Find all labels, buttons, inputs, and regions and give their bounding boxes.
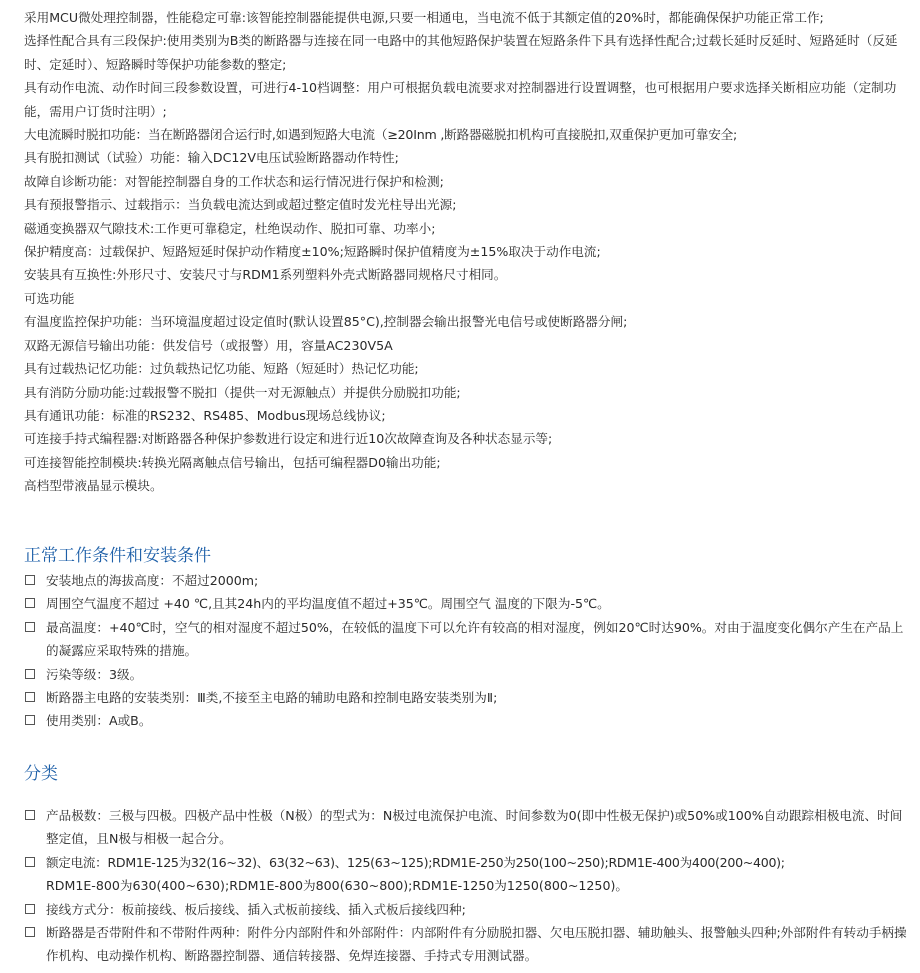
feature-item: 双路无源信号输出功能：供发信号（或报警）用，容量AC230V5A — [24, 337, 393, 353]
classification-list — [24, 804, 908, 968]
checkbox-icon — [25, 692, 35, 702]
classification-text: 额定电流：RDM1E-125为32(16~32)、63(32~63)、125(63~125);RDM1E-250为250(100~250);RDM1E-400为400(200~400); — [46, 854, 785, 870]
condition-text: 断路器主电路的安装类别：Ⅲ类,不接至主电路的辅助电路和控制电路安装类别为Ⅱ; — [46, 690, 498, 706]
classification-heading: 分类 — [24, 764, 58, 784]
classification-item — [24, 804, 908, 851]
condition-item — [24, 592, 908, 615]
condition-text: 使用类别：A或B。 — [46, 713, 152, 729]
conditions-heading: 正常工作条件和安装条件 — [24, 546, 211, 566]
condition-text: 周围空气温度不超过 +40 ℃,且其24h内的平均温度值不超过+35℃。周围空气 温度的下限为-5℃。 — [46, 596, 610, 612]
checkbox-icon — [25, 575, 35, 585]
classification-item — [24, 898, 908, 921]
checkbox-icon — [25, 669, 35, 679]
feature-item: 安装具有互换性:外形尺寸、安装尺寸与RDM1系列塑料外壳式断路器同规格尺寸相同。 — [24, 267, 507, 283]
feature-item: 采用MCU微处理控制器，性能稳定可靠:该智能控制器能提供电源,只要一相通电，当电流不低于其额定值的20%时，都能确保保护功能正常工作; — [24, 10, 824, 25]
feature-list — [24, 6, 908, 498]
condition-text: 安装地点的海拔高度：不超过2000m; — [46, 573, 259, 588]
feature-item: 具有预报警指示、过载指示：当负载电流达到或超过整定值时发光柱导出光源; — [24, 197, 457, 213]
checkbox-icon — [25, 810, 35, 820]
checkbox-icon — [25, 857, 35, 867]
feature-item: 具有动作电流、动作时间三段参数设置，可进行4-10档调整：用户可根据负载电流要求对控制器进行设置调整，也可根据用户要求选择关断相应功能（定制功能，需用户订货时注明）; — [24, 80, 897, 119]
classification-continuation — [24, 874, 908, 897]
checkbox-icon — [25, 598, 35, 608]
condition-item — [24, 616, 908, 663]
classification-item — [24, 851, 908, 874]
optional-features-label: 可选功能 — [24, 290, 75, 306]
feature-item: 具有过载热记忆功能：过负载热记忆功能、短路（短延时）热记忆功能; — [24, 361, 419, 377]
classification-text: RDM1E-800为630(400~630);RDM1E-800为800(630~800);RDM1E-1250为1250(800~1250)。 — [46, 878, 628, 894]
condition-item — [24, 686, 908, 709]
condition-item — [24, 709, 908, 732]
checkbox-icon — [25, 715, 35, 725]
classification-text: 产品极数：三极与四极。四极产品中性极（N极）的型式为：N极过电流保护电流、时间参数为0(即中性极无保护)或50%或100%自动跟踪相极电流、时间整定值，且N极与相极一起合分。 — [46, 808, 903, 847]
feature-item: 具有通讯功能：标准的RS232、RS485、Modbus现场总线协议; — [24, 407, 386, 423]
condition-text: 污染等级：3级。 — [46, 666, 143, 682]
feature-item: 具有消防分励功能:过载报警不脱扣（提供一对无源触点）并提供分励脱扣功能; — [24, 384, 461, 400]
feature-item: 大电流瞬时脱扣功能：当在断路器闭合运行时,如遇到短路大电流（≥20Inm ,断路器磁脱扣机构可直接脱扣,双重保护更加可靠安全; — [24, 127, 738, 143]
condition-text: 最高温度：+40℃时，空气的相对湿度不超过50%，在较低的温度下可以允许有较高的相对湿度，例如20℃时达90%。对由于温度变化偶尔产生在产品上的凝露应采取特殊的措施。 — [46, 619, 904, 659]
feature-item: 选择性配合具有三段保护:使用类别为B类的断路器与连接在同一电路中的其他短路保护装置在短路条件下具有选择性配合;过载长延时反延时、短路延时（反延时、定延时）、短路瞬时等保护功能参数的整定; — [24, 33, 898, 72]
conditions-list — [24, 569, 908, 733]
classification-text: 接线方式分：板前接线、板后接线、插入式板前接线、插入式板后接线四种; — [46, 901, 466, 917]
feature-item: 故障自诊断功能：对智能控制器自身的工作状态和运行情况进行保护和检测; — [24, 173, 444, 189]
feature-item: 可连接手持式编程器:对断路器各种保护参数进行设定和进行近10次故障查询及各种状态显示等; — [24, 431, 553, 447]
feature-item: 保护精度高：过载保护、短路短延时保护动作精度±10%;短路瞬时保护值精度为±15%取决于动作电流; — [24, 244, 601, 260]
checkbox-icon — [25, 927, 35, 937]
feature-item: 可连接智能控制模块:转换光隔离触点信号输出，包括可编程器D0输出功能; — [24, 454, 441, 470]
feature-item: 磁通变换器双气隙技术:工作更可靠稳定，杜绝误动作、脱扣可靠、功率小; — [24, 220, 436, 236]
feature-item: 高档型带液晶显示模块。 — [24, 478, 163, 494]
checkbox-icon — [25, 904, 35, 914]
condition-item — [24, 569, 908, 592]
condition-item — [24, 663, 908, 686]
classification-text: 断路器是否带附件和不带附件两种：附件分内部附件和外部附件：内部附件有分励脱扣器、欠电压脱扣器、辅助触头、报警触头四种;外部附件有转动手柄操作机构、电动操作机构、断路器控制器、通信转接器、免焊连接器、手持式专用测试器。 — [46, 925, 907, 964]
checkbox-icon — [25, 622, 35, 632]
feature-item: 具有脱扣测试（试验）功能：输入DC12V电压试验断路器动作特性; — [24, 150, 399, 166]
feature-item: 有温度监控保护功能：当环境温度超过设定值时(默认设置85°C),控制器会输出报警光电信号或使断路器分闸; — [24, 314, 628, 330]
classification-item — [24, 921, 908, 968]
